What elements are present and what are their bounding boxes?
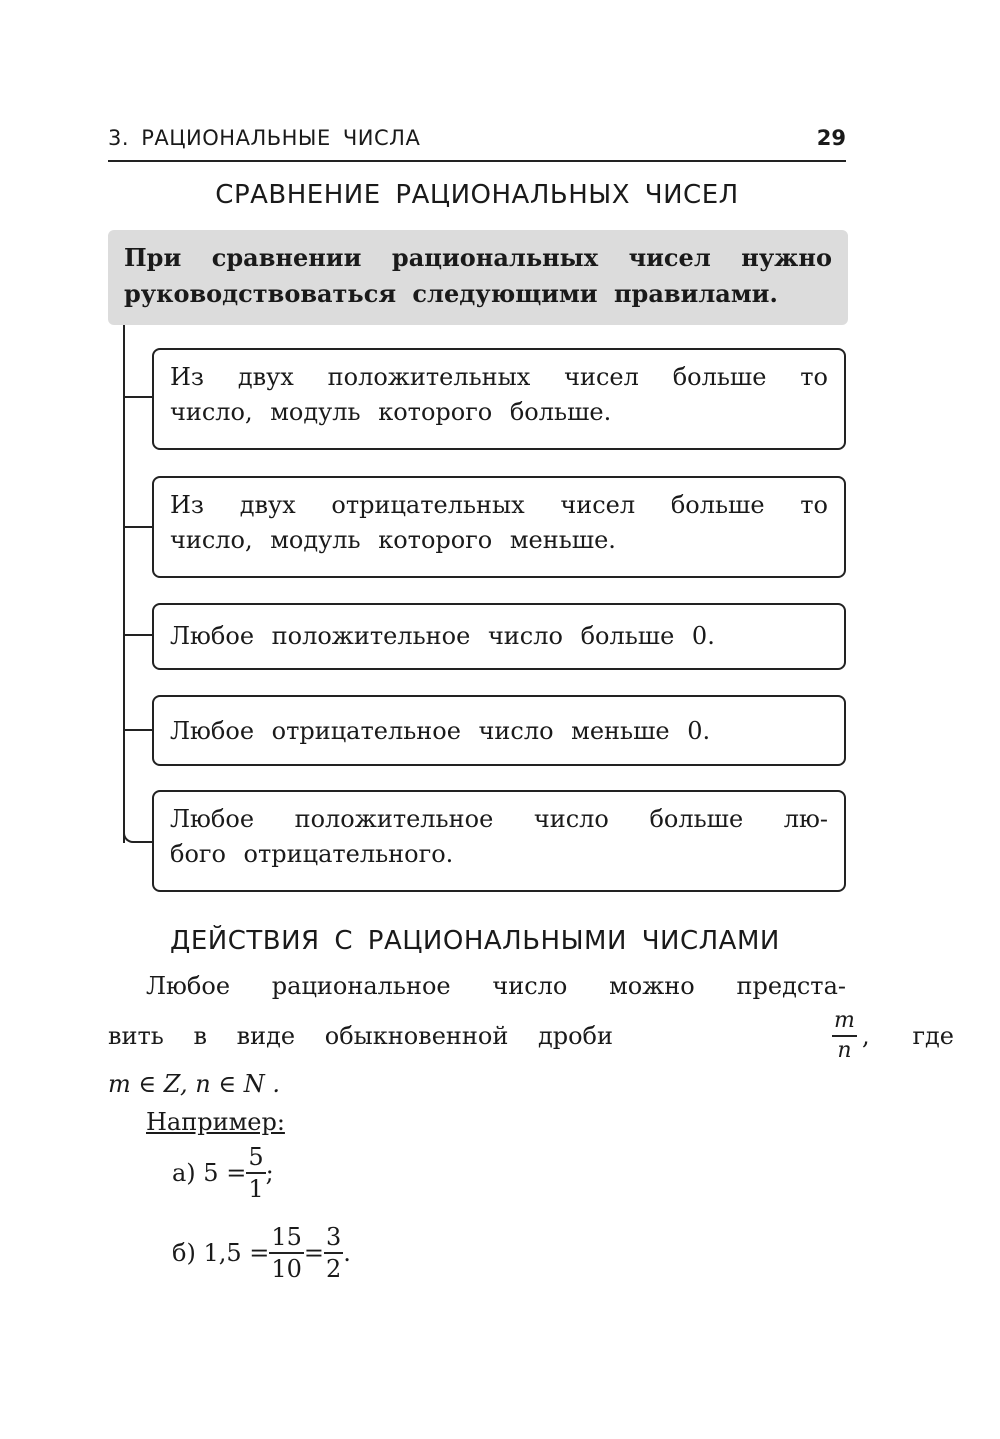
tree-connector-tick <box>123 396 153 398</box>
example-a-fraction <box>246 1145 265 1201</box>
paragraph-text: , где <box>862 1022 954 1050</box>
example-b-fraction-2 <box>324 1225 343 1281</box>
example-b <box>172 1225 351 1281</box>
tree-connector-line <box>123 325 125 843</box>
paragraph-line: m ∈ Z, n ∈ N . <box>108 1070 281 1098</box>
equals-sign: = <box>303 1239 325 1267</box>
intro-box <box>108 230 848 325</box>
section-title-operations: ДЕЙСТВИЯ С РАЦИОНАЛЬНЫМИ ЧИСЛАМИ <box>170 926 780 956</box>
section-title-comparison: СРАВНЕНИЕ РАЦИОНАЛЬНЫХ ЧИСЕЛ <box>215 180 739 210</box>
fraction-numerator: 3 <box>324 1225 343 1254</box>
example-label <box>146 1108 884 1136</box>
fraction-denominator: 1 <box>248 1175 264 1203</box>
chapter-title: 3. РАЦИОНАЛЬНЫЕ ЧИСЛА <box>108 126 421 150</box>
page-number: 29 <box>816 126 846 150</box>
rule-line: число, модуль которого больше. <box>170 398 612 426</box>
tree-connector-tick <box>123 729 153 731</box>
rule-line: Из двух отрицательных чисел больше то <box>170 491 828 519</box>
rule-line: число, модуль которого меньше. <box>170 526 616 554</box>
fraction-denominator: n <box>837 1038 852 1063</box>
rule-box <box>152 476 846 578</box>
paragraph-text: вить в виде обыкновенной дроби <box>108 1022 613 1050</box>
rule-line: Любое отрицательное число меньше 0. <box>170 717 711 745</box>
rule-box <box>152 603 846 670</box>
rule-box <box>152 695 846 766</box>
example-a <box>172 1145 274 1201</box>
fraction-numerator: 5 <box>246 1145 265 1174</box>
example-a-label: а) 5 = <box>172 1159 247 1187</box>
tree-connector-tick <box>123 526 153 528</box>
rule-line: Из двух положительных чисел больше то <box>170 363 828 391</box>
rule-line: Любое положительное число больше лю- <box>170 805 828 833</box>
rule-line: Любое положительное число больше 0. <box>170 622 715 650</box>
running-head <box>108 126 846 162</box>
intro-line: руководствоваться следующими правилами. <box>124 279 778 308</box>
paragraph-line-with-fraction <box>108 1008 954 1070</box>
fraction-m-over-n <box>832 1010 857 1062</box>
fraction-numerator: m <box>832 1010 857 1037</box>
rule-box <box>152 348 846 450</box>
intro-line: При сравнении рациональных чисел нужно <box>124 243 832 272</box>
paragraph-line: Любое рациональное число можно предста- <box>146 972 846 1000</box>
rule-box <box>152 790 846 892</box>
example-label-text: Например: <box>146 1108 285 1136</box>
rule-line: бого отрицательного. <box>170 840 454 868</box>
tree-connector-tick <box>123 634 153 636</box>
fraction-numerator: 15 <box>269 1225 304 1254</box>
example-b-tail: . <box>343 1239 351 1267</box>
tree-connector-corner <box>123 820 153 843</box>
paragraph <box>108 972 846 1000</box>
example-b-fraction-1 <box>269 1225 304 1281</box>
fraction-denominator: 2 <box>326 1255 342 1283</box>
example-a-tail: ; <box>265 1159 274 1187</box>
example-b-label: б) 1,5 = <box>172 1239 270 1267</box>
fraction-denominator: 10 <box>271 1255 302 1283</box>
